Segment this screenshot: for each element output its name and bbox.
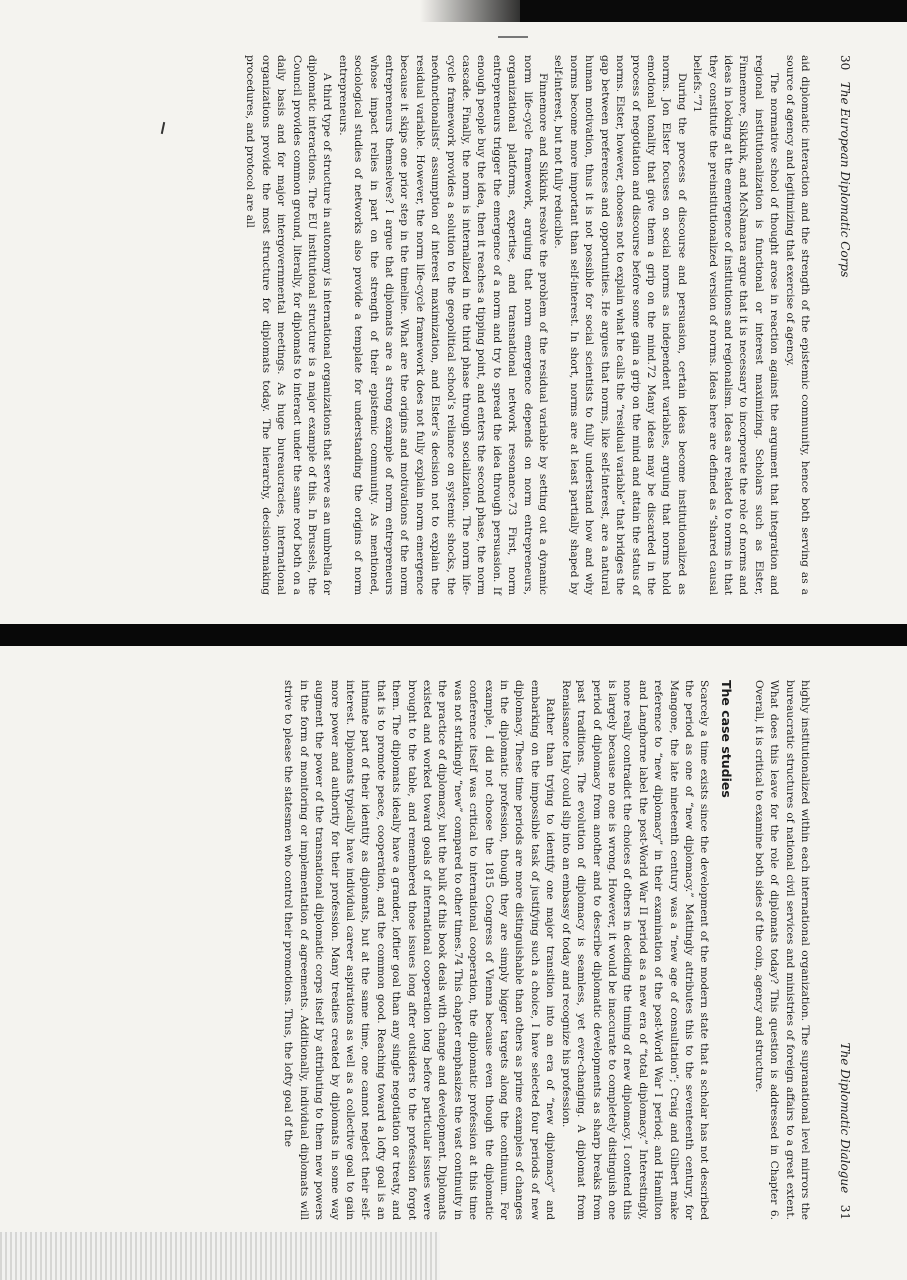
page-number: 31 [837,1204,852,1220]
scan-edge-shadow [520,0,907,22]
right-book-page [54,680,854,1220]
paragraph: aid diplomatic interaction and the strength of the epistemic community, hence both serving as a source of agency and legitimizing that exercise of agency. [783,55,811,595]
paragraph: Scarcely a time exists since the development of the modern state that a scholar has not described the period as one of “new diplomacy.” Mattingly attributes this to the seventeenth century, for Mangone, the late nineteenth century was a “new age of consultation”; Craig and Gilbert make reference to “new diplomacy” in their examination of the post-World War I period; and Hamilton and Langhorne label the post-World War II period as a new era of “total diplomacy.” Interestingly, none really contradict the choices of others in deciding the timing of new diplomacy. I contend this is largely because no one is wrong. However, it would be inaccurate to completely distinguish one period of diplomacy from another and to describe diplomatic developments as sharp breaks from past traditions. The evolution of diplomacy is seamless, yet ever-changing. A diplomat from Renaissance Italy could slip into an embassy of today and recognize his profession. [559,680,710,1220]
paragraph: Finnemore and Sikkink resolve the problem of the residual variable by setting out a dynamic norm life-cycle framework, arguing that norm emergence depends on norm entrepreneurs, organizational platforms, expertise, and transnational network resonance.73 First, norm entrepreneurs trigger the emergence of a norm and try to spread the idea through persuasion. If enough people buy the idea, then it reaches a tipping point, and enters the second phase, the norm cascade. Finally, the norm is internalized in the third phase through socialization. The norm life-cycle framework provides a solution to the geopolitical school’s reliance on systemic shocks, the neofunctionalists’ assumption of interest maximization, and Elster’s decision not to explain the residual variable. However, the norm life-cycle framework does not fully explain norm emergence because it skips one prior step in the timeline. What are the origins and motivations of the norm entrepreneurs themselves? I argue that diplomats are a strong example of norm entrepreneurs whose impact relies in part on the strength of their epistemic community. As mentioned, sociological studies of networks also provide a template for understanding the origins of norm entrepreneurs. [336,55,549,595]
running-head-title: The European Diplomatic Corps [837,81,852,278]
left-book-page [54,55,854,595]
paragraph: Rather than trying to identify one major transition into an era of “new diplomacy” and embarking on the impossible task of justifying such a choice, I have selected four periods of new diplomacy. These time periods are more distinguishable than others as prime examples of changes in the diplomatic profession, though they are simply bigger targets along the continuum. For example, I did not choose the 1815 Congress of Vienna because even though the diplomatic conference itself was critical to international cooperation, the diplomatic profession at this time was not strikingly “new” compared to other times.74 This chapter emphasizes the vast continuity in the practice of diplomacy, but the bulk of this book deals with change and development. Diplomats existed and worked toward goals of international cooperation long before particular issues were brought to the table, and remembered those issues long after outsiders to the profession forgot them. The diplomats ideally have a grander, loftier goal than any single negotiation or treaty, and that is to promote peace, cooperation, and the common good. Reaching toward a lofty goal is an intimate part of their identity as diplomats, but at the same time, one cannot neglect their self-interest. Diplomats typically have individual career aspirations as well as a collective goal to gain more power and authority for their profession. Many treaties created by diplomats in some way augment the power of the transnational diplomatic corps itself by attributing to them new powers in the form of monitoring or implementation of agreements. Additionally, individual diplomats will strive to please the statesmen who control their promotions. Thus, the lofty goal of the [281,680,556,1220]
running-head [828,55,854,595]
section-heading: The case studies [718,680,734,798]
body-text [280,680,812,1220]
paragraph: During the process of discourse and persuasion, certain ideas become institutionalized as norms. Jon Elster focuses on social norms as independent variables, arguing that norms hold emotional tonality that give them a grip on the mind.72 Many ideas may be discarded in the process of negotiation and discourse before some gain a grip on the mind and attain the status of norms. Elster, however, chooses not to explain what he calls the “residual variable” that bridges the gap between preferences and opportunities. He argues that norms, like self-interest, are a natural human motivation, thus it is not possible for social scientists to fully understand how and why norms become more important than self-interest. In short, norms are at least partially shaped by self-interest, but not fully reducible. [552,55,688,595]
paragraph: The normative school of thought arose in reaction against the argument that integration and regional institutionalization is functional or interest maximizing. Scholars such as Elster, Finnemore, Sikkink, and McNamara argue that it is necessary to incorporate the role of norms and ideas in looking at the emergence of institutions and regionalism. Ideas are related to norms in that they constitute the preinstitutionalized version of norms. Ideas here are defined as “shared causal beliefs.”71 [690,55,780,595]
scan-mark [498,36,528,38]
running-head [828,680,854,1220]
running-head-title: The Diplomatic Dialogue [837,1042,852,1194]
book-gutter [0,624,907,646]
paragraph: highly institutionalized within each international organization. The supranational level mirrors the bureaucratic structures of national civil services and ministries of foreign affairs to a great extent. What does this leave for the role of diplomats today? This question is addressed in Chapter 6. Overall, it is critical to examine both sides of the coin, agency and structure. [752,680,811,1220]
scan-edge-noise [0,1232,440,1280]
body-text [241,55,811,595]
paragraph: A third type of structure in autonomy is international organizations that serve as an umbrella for diplomatic interactions. The EU institutional structure is a major example of this. In Brussels, the Council provides common ground, literally, for diplomats to interact under the same roof both on a daily basis and for major intergovernmental meetings. As huge bureaucracies, international organizations provide the most structure for diplomats today. The hierarchy, decision-making procedures, and protocol are all [243,55,333,595]
page-number: 30 [837,55,852,71]
